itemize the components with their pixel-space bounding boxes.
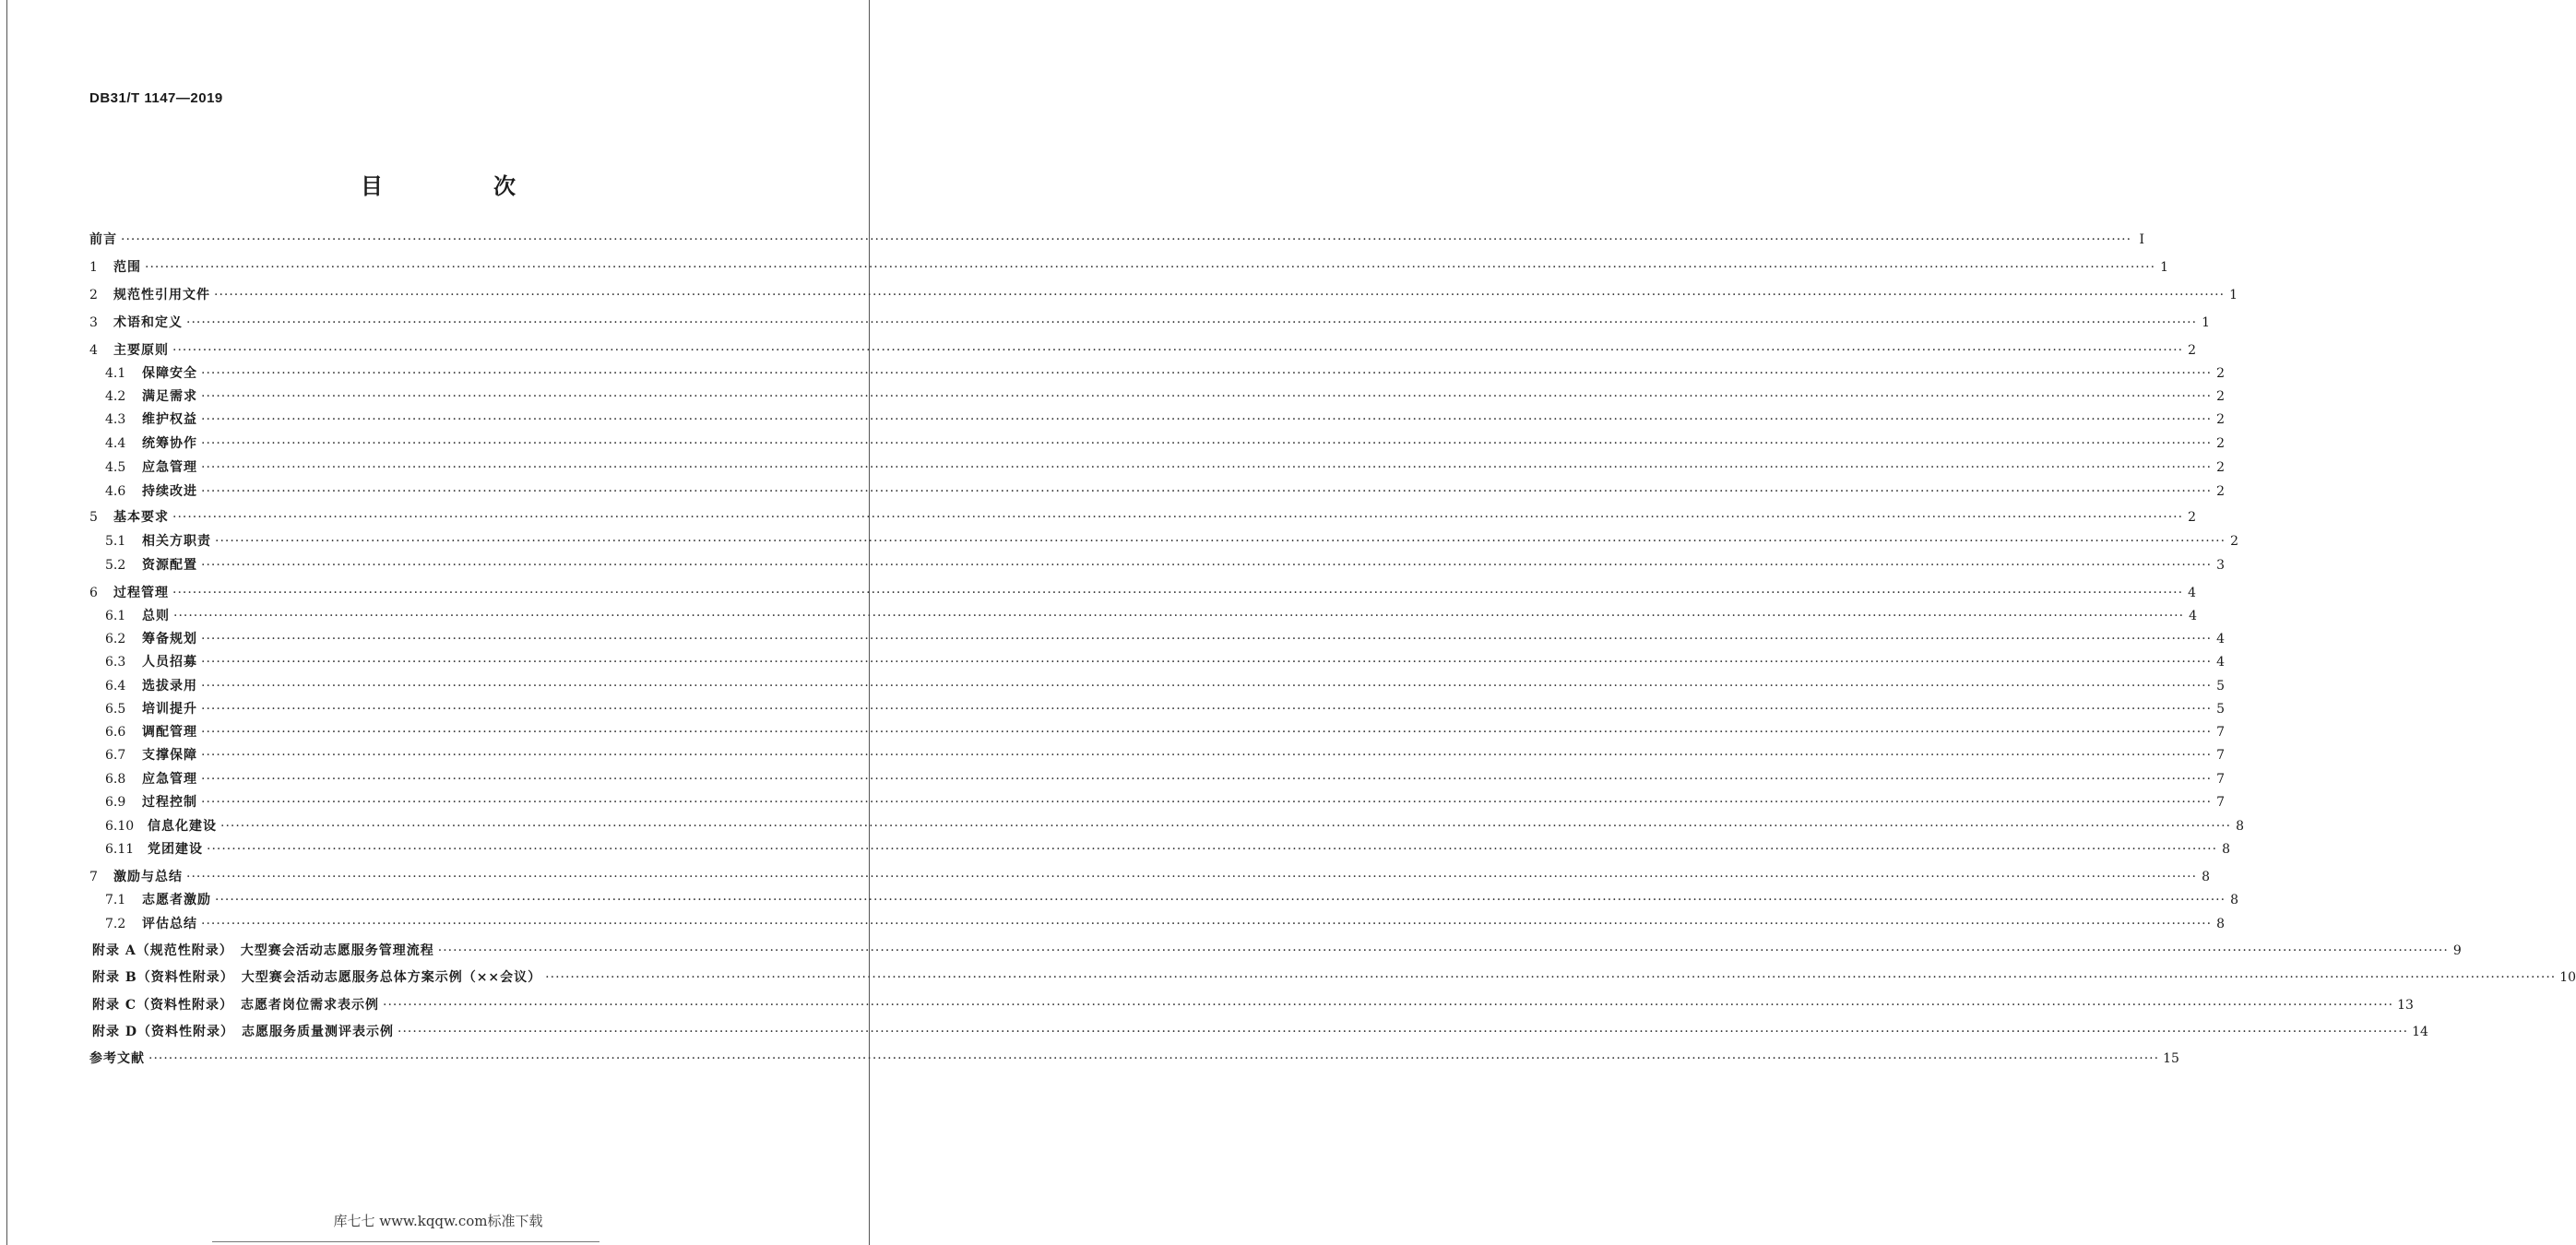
toc-entry[interactable] xyxy=(89,1049,2179,1069)
toc-entry-page: 2 xyxy=(2188,343,2197,358)
toc-entry-number: 6.5 xyxy=(105,702,126,717)
toc-entry-title: 规范性引用文件 xyxy=(113,288,210,302)
toc-entry[interactable] xyxy=(92,995,2414,1015)
toc-entry[interactable] xyxy=(105,386,2226,407)
toc-leader-dots: ················································································································································································································································································································································································································ xyxy=(383,998,2394,1013)
toc-entry[interactable] xyxy=(105,676,2226,696)
toc-entry-title: 支撑保障 xyxy=(142,748,197,763)
toc-leader-dots: ················································································································································································································································································································································································································ xyxy=(201,558,2213,573)
toc-leader-dots: ················································································································································································································································································································································································································ xyxy=(186,315,2198,330)
toc-entry[interactable] xyxy=(92,941,2462,961)
toc-entry-page: 8 xyxy=(2216,917,2226,931)
toc-entry-title: 志愿者激励 xyxy=(142,893,211,907)
toc-entry-number: 6.7 xyxy=(105,748,126,763)
toc-entry-title: 主要原则 xyxy=(113,343,169,358)
toc-entry-page: 4 xyxy=(2189,609,2198,623)
toc-entry-number: 6.6 xyxy=(105,725,126,740)
toc-entry-number: 5.2 xyxy=(105,558,126,573)
toc-entry-page: 2 xyxy=(2216,389,2226,404)
toc-entry-number: 6.2 xyxy=(105,632,126,646)
toc-entry-page: 8 xyxy=(2236,819,2245,834)
toc-entry-page: 5 xyxy=(2216,702,2226,717)
toc-entry-number: 4.4 xyxy=(105,436,126,451)
toc-leader-dots: ················································································································································································································································································································································································································ xyxy=(201,795,2213,810)
toc-entry[interactable] xyxy=(105,409,2226,430)
toc-entry-title: 人员招募 xyxy=(142,655,197,670)
toc-entry-title: 术语和定义 xyxy=(113,315,183,330)
toc-leader-dots: ················································································································································································································································································································································································································ xyxy=(215,893,2226,907)
toc-entry-page: 10 xyxy=(2559,970,2576,985)
toc-entry-number: 6.4 xyxy=(105,679,126,694)
toc-entry-title: 调配管理 xyxy=(142,725,197,740)
toc-entry[interactable] xyxy=(105,652,2226,672)
toc-entry-title: 应急管理 xyxy=(142,460,197,475)
toc-entry-number: 3 xyxy=(89,315,98,330)
toc-entry-number: 4.6 xyxy=(105,484,126,499)
toc-entry[interactable] xyxy=(105,363,2226,384)
toc-entry-page: 1 xyxy=(2160,260,2169,275)
toc-leader-dots: ················································································································································································································································································································································································································ xyxy=(215,534,2226,549)
toc-entry[interactable] xyxy=(105,555,2226,575)
toc-leader-dots: ················································································································································································································································································································································································································ xyxy=(201,917,2213,931)
toc-entry-title: 持续改进 xyxy=(142,484,197,499)
toc-entry-page: 13 xyxy=(2397,998,2414,1013)
toc-entry-number: 5 xyxy=(89,510,98,525)
toc-entry[interactable] xyxy=(105,481,2226,502)
toc-entry[interactable] xyxy=(105,606,2198,626)
toc-entry-number: 6.3 xyxy=(105,655,126,670)
toc-leader-dots: ················································································································································································································································································································································································································ xyxy=(437,943,2449,958)
toc-leader-dots: ················································································································································································································································································································································································································ xyxy=(172,586,2184,600)
toc-entry-title: 应急管理 xyxy=(142,772,197,787)
toc-entry-title: 相关方职责 xyxy=(142,534,211,549)
toc-entry-number: 7.1 xyxy=(105,893,126,907)
toc-entry-page: 2 xyxy=(2216,412,2226,427)
toc-leader-dots: ················································································································································································································································································································································································································ xyxy=(145,260,2156,275)
toc-entry-page: 8 xyxy=(2222,842,2231,857)
toc-entry[interactable] xyxy=(89,507,2197,528)
toc-leader-dots: ················································································································································································································································································································································································································ xyxy=(172,510,2184,525)
toc-entry[interactable] xyxy=(89,867,2211,887)
toc-entry[interactable] xyxy=(105,722,2226,742)
toc-entry-page: 7 xyxy=(2216,795,2226,810)
toc-entry-title: 资源配置 xyxy=(142,558,197,573)
toc-leader-dots: ················································································································································································································································································································································································································ xyxy=(186,870,2198,884)
toc-entry-title: 统筹协作 xyxy=(142,436,197,451)
toc-entry-page: 7 xyxy=(2216,748,2226,763)
toc-entry-number: 4 xyxy=(89,343,98,358)
toc-entry[interactable] xyxy=(89,285,2238,305)
toc-leader-dots: ················································································································································································································································································································································································································ xyxy=(201,436,2213,451)
toc-entry-page: 5 xyxy=(2216,679,2226,694)
toc-entry-page: 7 xyxy=(2216,772,2226,787)
toc-entry-title: 培训提升 xyxy=(142,702,197,717)
toc-leader-dots: ················································································································································································································································································································································································································ xyxy=(220,819,2232,834)
toc-entry-number: 1 xyxy=(89,260,98,275)
toc-entry-page: 8 xyxy=(2202,870,2211,884)
toc-entry-page: 15 xyxy=(2163,1051,2179,1066)
toc-entry-number: 4.3 xyxy=(105,412,126,427)
toc-entry-page: 1 xyxy=(2229,288,2238,302)
toc-leader-dots: ················································································································································································································································································································································································································ xyxy=(201,655,2213,670)
document-code: DB31/T 1147—2019 xyxy=(89,90,223,106)
toc-entry-page: 4 xyxy=(2188,586,2197,600)
toc-leader-dots: ················································································································································································································································································································································································································ xyxy=(201,725,2213,740)
toc-entry-number: 4.2 xyxy=(105,389,126,404)
toc-entry-page: 4 xyxy=(2216,655,2226,670)
toc-entry-title: 前言 xyxy=(89,232,117,247)
toc-entry[interactable] xyxy=(89,257,2169,278)
toc-entry[interactable] xyxy=(92,1022,2428,1042)
toc-leader-dots: ················································································································································································································································································································································································································ xyxy=(545,970,2557,985)
toc-entry-number: 6.8 xyxy=(105,772,126,787)
toc-entry-page: 2 xyxy=(2216,460,2226,475)
toc-entry-title: 筹备规划 xyxy=(142,632,197,646)
toc-entry-number: 7 xyxy=(89,870,98,884)
toc-entry[interactable] xyxy=(89,230,2145,250)
toc-entry-title: 党团建设 xyxy=(148,842,203,857)
toc-entry-title: 基本要求 xyxy=(113,510,169,525)
toc-entry-title: 选拔录用 xyxy=(142,679,197,694)
toc-leader-dots: ················································································································································································································································································································································································································ xyxy=(172,343,2184,358)
toc-entry-page: 2 xyxy=(2188,510,2197,525)
page-border-bottom xyxy=(212,1241,599,1242)
toc-entry-title: 附录 C（资料性附录） 志愿者岗位需求表示例 xyxy=(92,998,380,1013)
toc-entry-page: 14 xyxy=(2412,1025,2428,1039)
toc-leader-dots: ················································································································································································································································································································································································································ xyxy=(201,484,2213,499)
toc-entry[interactable] xyxy=(105,531,2239,551)
toc-entry-title: 范围 xyxy=(113,260,141,275)
toc-entry-title: 评估总结 xyxy=(142,917,197,931)
toc-entry-page: 2 xyxy=(2230,534,2239,549)
toc-entry-title: 附录 A（规范性附录） 大型赛会活动志愿服务管理流程 xyxy=(92,943,434,958)
toc-entry-number: 6.9 xyxy=(105,795,126,810)
toc-entry-title: 维护权益 xyxy=(142,412,197,427)
toc-entry-title: 附录 B（资料性附录） 大型赛会活动志愿服务总体方案示例（××会议） xyxy=(92,970,542,985)
toc-leader-dots: ················································································································································································································································································································································································································ xyxy=(201,748,2213,763)
toc-entry[interactable] xyxy=(105,914,2226,934)
toc-entry[interactable] xyxy=(105,629,2226,649)
toc-entry-title: 附录 D（资料性附录） 志愿服务质量测评表示例 xyxy=(92,1025,395,1039)
toc-entry-number: 2 xyxy=(89,288,98,302)
toc-leader-dots: ················································································································································································································································································································································································································ xyxy=(148,1051,2160,1066)
toc-entry-page: 2 xyxy=(2216,436,2226,451)
page-title: 目 次 xyxy=(361,172,560,199)
toc-entry[interactable] xyxy=(105,433,2226,454)
toc-entry-number: 5.1 xyxy=(105,534,126,549)
toc-entry[interactable] xyxy=(105,769,2226,789)
toc-entry[interactable] xyxy=(105,699,2226,719)
toc-entry[interactable] xyxy=(105,745,2226,765)
toc-entry-title: 信息化建设 xyxy=(148,819,217,834)
toc-entry-number: 6 xyxy=(89,586,98,600)
toc-entry-page: Ⅰ xyxy=(2139,232,2145,247)
toc-entry-number: 6.10 xyxy=(105,819,135,834)
toc-leader-dots: ················································································································································································································································································································································································································ xyxy=(201,632,2213,646)
toc-leader-dots: ················································································································································································································································································································································································································ xyxy=(214,288,2226,302)
toc-leader-dots: ················································································································································································································································································································································································································ xyxy=(201,389,2213,404)
toc-entry[interactable] xyxy=(105,816,2245,836)
toc-entry[interactable] xyxy=(105,839,2231,860)
toc-entry-page: 4 xyxy=(2216,632,2226,646)
toc-entry-page: 3 xyxy=(2216,558,2226,573)
toc-leader-dots: ················································································································································································································································································································································································································ xyxy=(201,679,2213,694)
toc-entry-title: 过程控制 xyxy=(142,795,197,810)
toc-entry[interactable] xyxy=(92,967,2576,988)
toc-entry-title: 激励与总结 xyxy=(113,870,183,884)
toc-entry-title: 参考文献 xyxy=(89,1051,145,1066)
toc-entry-number: 7.2 xyxy=(105,917,126,931)
toc-entry[interactable] xyxy=(89,583,2197,603)
toc-leader-dots: ················································································································································································································································································································································································································ xyxy=(173,609,2185,623)
toc-entry-page: 7 xyxy=(2216,725,2226,740)
toc-entry-title: 过程管理 xyxy=(113,586,169,600)
toc-leader-dots: ················································································································································································································································································································································································································ xyxy=(121,232,2132,247)
toc-leader-dots: ················································································································································································································································································································································································································ xyxy=(201,702,2213,717)
toc-entry[interactable] xyxy=(89,313,2211,333)
toc-entry-number: 4.1 xyxy=(105,366,126,381)
toc-entry-page: 2 xyxy=(2216,484,2226,499)
toc-entry[interactable] xyxy=(105,890,2239,910)
toc-entry-page: 8 xyxy=(2230,893,2239,907)
footer-watermark: 库七七 www.kqqw.com标准下载 xyxy=(333,1213,543,1229)
toc-entry[interactable] xyxy=(105,457,2226,478)
toc-entry[interactable] xyxy=(89,340,2197,361)
toc-entry-page: 1 xyxy=(2202,315,2211,330)
toc-entry-number: 4.5 xyxy=(105,460,126,475)
toc-leader-dots: ················································································································································································································································································································································································································ xyxy=(207,842,2218,857)
toc-entry-title: 总则 xyxy=(142,609,170,623)
toc-leader-dots: ················································································································································································································································································································································································································ xyxy=(201,772,2213,787)
toc-entry-title: 满足需求 xyxy=(142,389,197,404)
toc-leader-dots: ················································································································································································································································································································································································································ xyxy=(201,366,2213,381)
toc-entry[interactable] xyxy=(105,792,2226,812)
toc-leader-dots: ················································································································································································································································································································································································································ xyxy=(398,1025,2409,1039)
toc-entry-number: 6.11 xyxy=(105,842,135,857)
toc-entry-title: 保障安全 xyxy=(142,366,197,381)
toc-entry-page: 9 xyxy=(2452,943,2462,958)
toc-entry-number: 6.1 xyxy=(105,609,126,623)
toc-leader-dots: ················································································································································································································································································································································································································ xyxy=(201,412,2213,427)
toc-leader-dots: ················································································································································································································································································································································································································ xyxy=(201,460,2213,475)
toc-entry-page: 2 xyxy=(2216,366,2226,381)
